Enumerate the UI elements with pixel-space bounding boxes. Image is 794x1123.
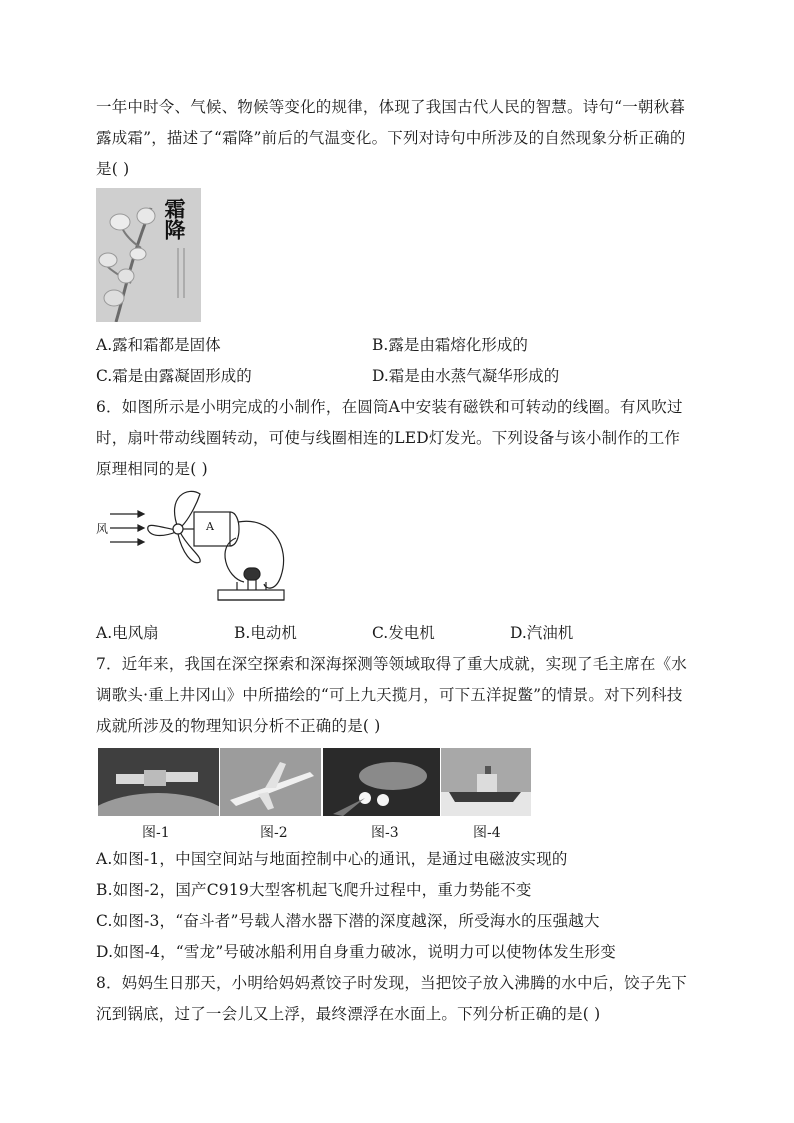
cylinder-a-label: A bbox=[206, 520, 214, 533]
q7-option-d[interactable]: D.如图-4，“雪龙”号破冰船利用自身重力破冰，说明力可以使物体发生形变 bbox=[96, 943, 616, 961]
q6-option-a[interactable]: A.电风扇 bbox=[96, 624, 159, 642]
wind-generator-figure bbox=[96, 486, 296, 614]
q8-stem-line-1: 8．妈妈生日那天，小明给妈妈煮饺子时发现，当把饺子放入沸腾的水中后，饺子先下 bbox=[96, 974, 687, 992]
q7-stem-line-3: 成就所涉及的物理知识分析不正确的是( ) bbox=[96, 717, 381, 735]
q5-option-b[interactable]: B.露是由霜熔化形成的 bbox=[372, 336, 528, 354]
space-station-image bbox=[98, 748, 219, 816]
submersible-image bbox=[323, 748, 440, 816]
figure-caption-3: 图-3 bbox=[371, 825, 399, 841]
q6-stem-line-1: 6．如图所示是小明完成的小制作，在圆筒A中安装有磁铁和可转动的线圈。有风吹过 bbox=[96, 398, 683, 416]
q7-stem-line-2: 调歌头·重上井冈山》中所描绘的“可上九天揽月，可下五洋捉鳖”的情景。对下列科技 bbox=[96, 686, 683, 704]
q6-stem-line-2: 时，扇叶带动线圈转动，可使与线圈相连的LED灯发光。下列设备与该小制作的工作 bbox=[96, 429, 681, 447]
q5-option-c[interactable]: C.霜是由露凝固形成的 bbox=[96, 367, 252, 385]
q8-stem-line-2: 沉到锅底，过了一会儿又上浮，最终漂浮在水面上。下列分析正确的是( ) bbox=[96, 1005, 601, 1023]
q6-option-c[interactable]: C.发电机 bbox=[372, 624, 435, 642]
wind-label: 风 bbox=[96, 522, 109, 536]
c919-airliner-image bbox=[220, 748, 321, 816]
q6-option-d[interactable]: D.汽油机 bbox=[510, 624, 574, 642]
q5-option-a[interactable]: A.露和霜都是固体 bbox=[96, 336, 221, 354]
figure-caption-4: 图-4 bbox=[473, 825, 501, 841]
q5-stem-line-3: 是( ) bbox=[96, 160, 130, 178]
figure-caption-2: 图-2 bbox=[260, 825, 288, 841]
wind-generator-diagram bbox=[96, 486, 296, 614]
icebreaker-ship-image bbox=[441, 748, 531, 816]
q5-option-d[interactable]: D.霜是由水蒸气凝华形成的 bbox=[372, 367, 560, 385]
q7-stem-line-1: 7．近年来，我国在深空探索和深海探测等领域取得了重大成就，实现了毛主席在《水 bbox=[96, 655, 687, 673]
q7-option-a[interactable]: A.如图-1，中国空间站与地面控制中心的通讯，是通过电磁波实现的 bbox=[96, 850, 568, 868]
poster-title: 霜降 bbox=[162, 198, 187, 240]
q5-stem-line-2: 露成霜”，描述了“霜降”前后的气温变化。下列对诗句中所涉及的自然现象分析正确的 bbox=[96, 129, 686, 147]
q7-option-b[interactable]: B.如图-2，国产C919大型客机起飞爬升过程中，重力势能不变 bbox=[96, 881, 532, 899]
q6-option-b[interactable]: B.电动机 bbox=[234, 624, 297, 642]
frost-poster-image bbox=[96, 188, 201, 322]
q6-stem-line-3: 原理相同的是( ) bbox=[96, 460, 208, 478]
q5-stem-line-1: 一年中时令、气候、物候等变化的规律，体现了我国古代人民的智慧。诗句“一朝秋暮 bbox=[96, 98, 686, 116]
figure-caption-1: 图-1 bbox=[142, 825, 170, 841]
q7-option-c[interactable]: C.如图-3，“奋斗者”号载人潜水器下潜的深度越深，所受海水的压强越大 bbox=[96, 912, 600, 930]
